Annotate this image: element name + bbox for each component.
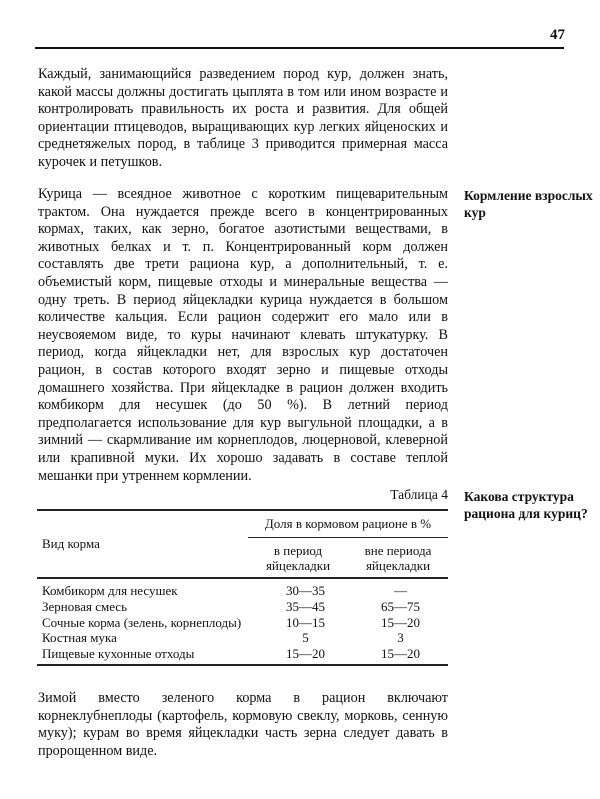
cell-kind: Зерновая смесь (42, 598, 127, 614)
sidenote-feeding-adults: Кормление взрослых кур (464, 188, 593, 220)
table-header-rule (37, 577, 448, 579)
sidenote-ration-structure: Какова структура рациона для куриц? (464, 489, 588, 521)
cell-nonlaying: 15—20 (381, 646, 420, 662)
winter-paragraph: Зимой вместо зеленого корма в рацион включают корнеклубнеплоды (картофель, кормовую свеклу, морковь, сенную муку); курам во время яйцекладки часть зерна следует давать в пророщенном виде. (38, 690, 448, 759)
cell-nonlaying: 15—20 (381, 614, 420, 630)
intro-paragraph: Каждый, занимающийся разведением пород кур, должен знать, какой массы должны достигать цыплята в том или ином возрасте и контролировать правильность их роста и развития. Для общей ориентации птицеводов, выращивающих кур легких яйценоских и среднетяжелых пород, в таблице 3 приводится примерная масса курочек и петушков. (38, 66, 448, 170)
column-header-kind: Вид корма (42, 536, 100, 551)
cell-nonlaying: 65—75 (381, 598, 420, 614)
cell-kind: Сочные корма (зелень, корнеплоды) (42, 614, 242, 630)
table-row (37, 630, 448, 646)
column-header-share: Доля в кормовом рационе в % (264, 516, 432, 531)
cell-kind: Комбикорм для несушек (42, 583, 178, 598)
page-number: 47 (550, 27, 565, 43)
table-row (37, 615, 448, 631)
cell-laying: 35—45 (286, 598, 325, 614)
cell-kind: Костная мука (42, 630, 117, 646)
table-subheader-rule (248, 537, 448, 538)
header-rule (35, 47, 564, 49)
table-row (37, 583, 448, 599)
column-header-nonlaying: вне периода яйцекладки (364, 543, 432, 573)
cell-kind: Пищевые кухонные отходы (42, 646, 195, 662)
table-row (37, 599, 448, 615)
cell-laying: 30—35 (286, 583, 325, 598)
table-top-rule (37, 509, 448, 511)
cell-nonlaying: 3 (397, 630, 404, 646)
table-caption: Таблица 4 (390, 487, 448, 502)
column-header-laying: в период яйцекладки (265, 543, 331, 573)
table-bottom-rule (37, 664, 448, 666)
cell-laying: 10—15 (286, 614, 325, 630)
cell-laying: 15—20 (286, 646, 325, 662)
table-body (37, 583, 448, 662)
cell-nonlaying: — (394, 583, 407, 598)
feeding-paragraph: Курица — всеядное животное с коротким пищеварительным трактом. Она нуждается прежде всего в концентрированных кормах, таких, как зерно, богатое азотистыми веществами, в животных белках и т. п. Концентрированный корм должен составлять две трети рациона кур, а дополнительный, т. е. объемистый корм, пищевые отходы и минеральные вещества — одну треть. В период яйцекладки курица нуждается в большом количестве кальция. Если рацион содержит его мало или в неусвояемом виде, то куры начинают клевать штукатурку. В период, когда яйцекладки нет, для взрослых кур достаточен рацион, в состав которого входят зерно и пищевые отходы домашнего хозяйства. При яйцекладке в рацион должен входить комбикорм для несушек (до 50 %). В летний период предполагается использование для кур выгульной площадки, а в зимний — скармливание им корнеплодов, люцерновой, клеверной или крапивной муки. Их хорошо задавать в составе теплой мешанки при утреннем кормлении. (38, 186, 448, 484)
table-row (37, 646, 448, 662)
cell-laying: 5 (302, 630, 309, 646)
